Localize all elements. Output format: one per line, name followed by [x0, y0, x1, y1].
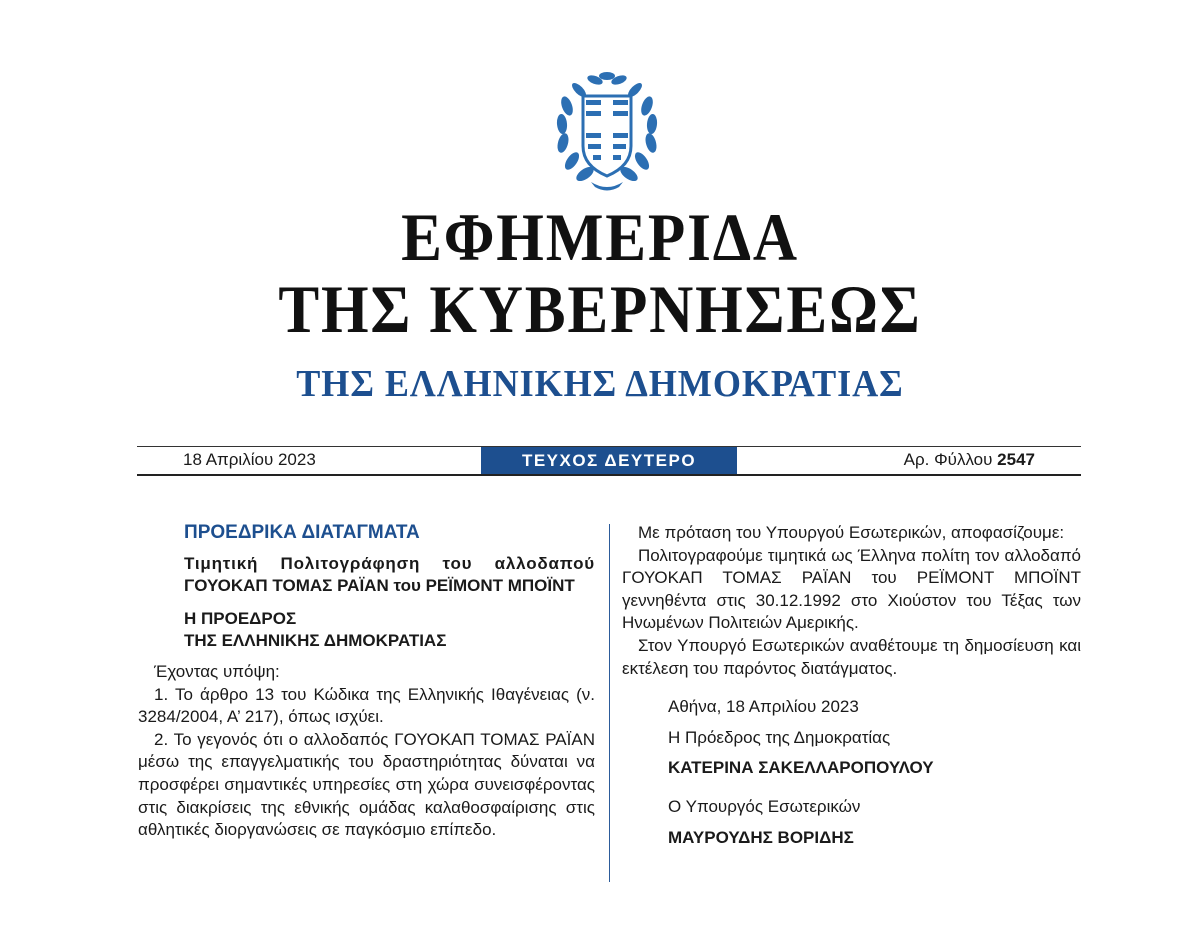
- place-date: Αθήνα, 18 Απριλίου 2023: [668, 697, 859, 717]
- sheet-number-label: [904, 450, 1035, 470]
- decree-subject-line2: ΓΟΥΟΚΑΠ ΤΟΜΑΣ ΡΑΪΑΝ του ΡΕΪΜΟΝΤ ΜΠΟΪΝΤ: [184, 576, 575, 596]
- president-heading-line2: ΤΗΣ ΕΛΛΗΝΙΚΗΣ ΔΗΜΟΚΡΑΤΙΑΣ: [184, 631, 447, 651]
- clause-1: 1. Το άρθρο 13 του Κώδικα της Ελληνικής Ιθαγένειας (ν. 3284/2004, Α’ 217), όπως ισχύει.: [138, 684, 595, 727]
- publication-text: Στον Υπουργό Εσωτερικών αναθέτουμε τη δημοσίευση και εκτέλεση του παρόντος διατάγματος.: [622, 635, 1081, 678]
- column-divider: [609, 524, 610, 882]
- decree-subject: [184, 553, 595, 598]
- masthead-subtitle: ΤΗΣ ΚΥΒΕΡΝΗΣΕΩΣ: [278, 271, 922, 347]
- president-title: Η Πρόεδρος της Δημοκρατίας: [668, 727, 891, 747]
- president-heading: [184, 608, 595, 653]
- president-name: ΚΑΤΕΡΙΝΑ ΣΑΚΕΛΛΑΡΟΠΟΥΛΟΥ: [668, 758, 934, 778]
- right-column: [622, 522, 1081, 849]
- minister-name: ΜΑΥΡΟΥΔΗΣ ΒΟΡΙΔΗΣ: [668, 827, 854, 847]
- clause-2: 2. Το γεγονός ότι ο αλλοδαπός ΓΟΥΟΚΑΠ ΤΟΜΑΣ ΡΑΪΑΝ μέσω της επαγγελματικής του δραστηριότητας δύναται να προσφέρει σημαντικές υπηρεσίες στη χώρα συνεισφέροντας στις διακρίσεις της εθνικής ομάδας καλαθοσφαίρισης στις αθλητικές διοργανώσεις σε παγκόσμιο επίπεδο.: [138, 729, 595, 840]
- section-title: ΠΡΟΕΔΡΙΚΑ ΔΙΑΤΑΓΜΑΤΑ: [184, 522, 420, 543]
- president-heading-line1: Η ΠΡΟΕΔΡΟΣ: [184, 608, 297, 628]
- proposal-text: Με πρόταση του Υπουργού Εσωτερικών, αποφασίζουμε:: [638, 523, 1065, 542]
- decree-subject-line1: Τιμητική Πολιτογράφηση του αλλοδαπού: [184, 553, 595, 573]
- greek-coat-of-arms-icon: [553, 66, 661, 194]
- decision-text: Πολιτογραφούμε τιμητικά ως Έλληνα πολίτη τον αλλοδαπό ΓΟΥΟΚΑΠ ΤΟΜΑΣ ΡΑΪΑΝ του ΡΕΪΜΟΝΤ ΜΠΟΪΝΤ γεννηθέντα στις 30.12.1992 στο Χιούστον του Τέξας των Ηνωμένων Πολιτειών Αμερικής.: [622, 545, 1081, 633]
- masthead-republic: ΤΗΣ ΕΛΛΗΝΙΚΗΣ ΔΗΜΟΚΡΑΤΙΑΣ: [296, 363, 904, 405]
- sheet-number: 2547: [997, 450, 1035, 469]
- left-column: [138, 522, 595, 842]
- issue-date: 18 Απριλίου 2023: [183, 450, 316, 469]
- minister-title: Ο Υπουργός Εσωτερικών: [668, 796, 861, 816]
- masthead-title: ΕΦΗΜΕΡΙΔΑ: [401, 199, 799, 275]
- issue-band: [137, 446, 1081, 476]
- sheet-label: Αρ. Φύλλου: [903, 450, 993, 469]
- issue-label: ΤΕΥΧΟΣ ΔΕΥΤΕΡΟ: [481, 447, 737, 474]
- considering-text: Έχοντας υπόψη:: [154, 661, 280, 681]
